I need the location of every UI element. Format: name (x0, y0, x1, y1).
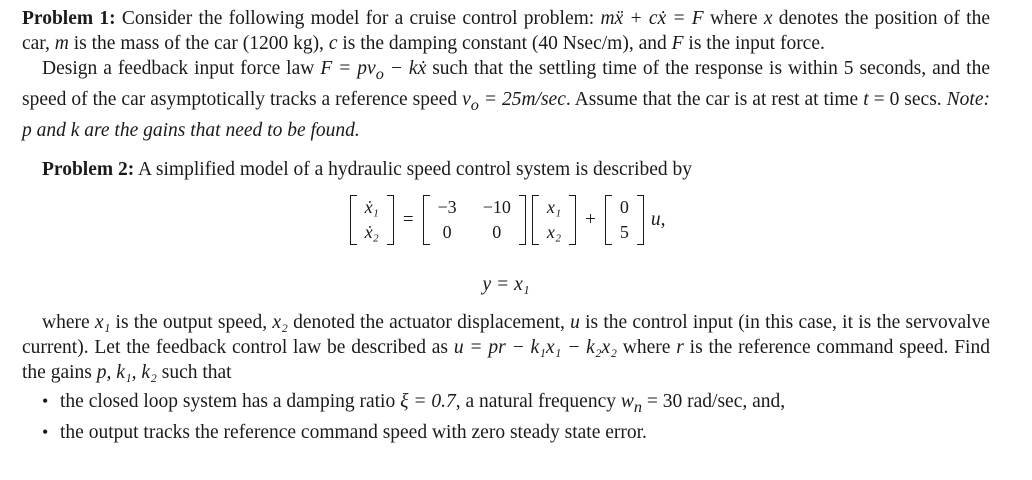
requirements-list (22, 389, 990, 445)
a-matrix: −3 −10 0 0 (423, 195, 526, 245)
gains: p, k₁, k₂ (96, 361, 157, 383)
x-vector: x₁ x₂ (532, 195, 576, 245)
problem2-intro: Problem 2: A simplified model of a hydraulic speed control system is described by (42, 158, 693, 180)
problem2-body: where x₁ is the output speed, x₂ denoted the actuator displacement, u is the control input (in this case, it is the servovalve current). Let the feedback control law be described as u = pr − k₁x₁ − k₂x₂ where r is the reference command speed. Find the gains p, k₁, k₂ such that (22, 311, 990, 383)
document-page (22, 6, 990, 445)
control-law: $F = pv_o$ − kẋ (320, 58, 427, 83)
state-space-equation: ẋ₁ ẋ₂ = −3 −10 0 0 x₁ x₂ + 0 5 u, (22, 188, 990, 252)
feedback-law: u = pr − k₁x₁ − k₂x₂ (453, 336, 617, 358)
output-equation: y = x₁ (482, 273, 530, 295)
problem1-design-paragraph: Design a feedback input force law $F = pv_o$ − kẋ such that the settling time of the response is within 5 seconds, and the speed of the car asymptotically tracks a reference speed $v_o = 25m/\sec$. Assume that the car is at rest at time t = 0 secs. Note: p and k are the gains that need to be found. (22, 58, 991, 141)
list-item: • the output tracks the reference command speed with zero steady state error. (60, 420, 990, 445)
b-vector: 0 5 (605, 195, 644, 245)
xdot-vector: ẋ₁ ẋ₂ (350, 195, 394, 245)
problem1-heading: Problem 1: (22, 8, 116, 29)
problem1-paragraph: Problem 1: Consider the following model for a cruise control problem: mẍ + cẋ = F where x denotes the position of the car, m is the mass of the car (1200 kg), c is the damping constant (40 Nsec/m), and F is the input force. (22, 8, 990, 54)
note-text: Note: p and k are the gains that need to be found. (22, 88, 990, 141)
problem2-heading: Problem 2: (42, 158, 135, 180)
reference-speed: $v_o = 25m/\sec$ (462, 88, 566, 114)
equation-of-motion: mẍ + cẋ = F (600, 8, 704, 29)
input-u: u, (650, 208, 666, 230)
list-item: • the closed loop system has a damping ratio ξ = 0.7, a natural frequency $w_n = 30$ rad/sec, and, (60, 389, 990, 420)
